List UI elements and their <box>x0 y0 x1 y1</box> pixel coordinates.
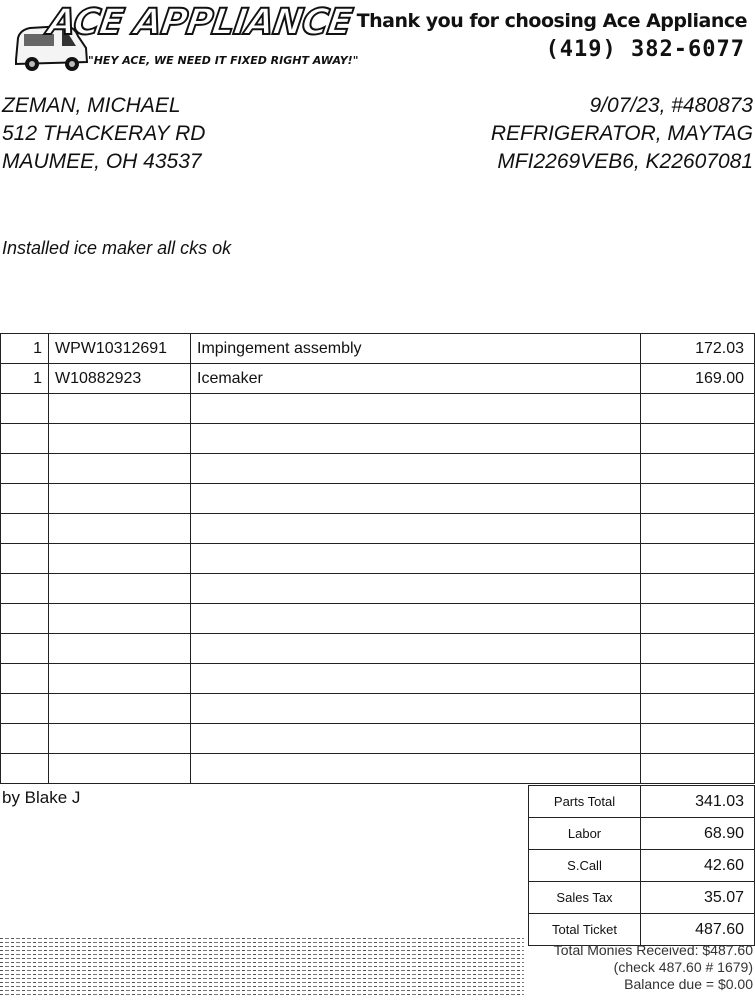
part-description <box>191 724 641 754</box>
table-row <box>1 484 755 514</box>
part-description <box>191 484 641 514</box>
table-row <box>1 604 755 634</box>
totals-label: Labor <box>529 818 641 850</box>
part-amount <box>641 424 755 454</box>
phone-number: (419) 382-6077 <box>545 37 745 62</box>
table-row <box>1 544 755 574</box>
part-qty <box>1 604 49 634</box>
table-row <box>1 724 755 754</box>
part-number <box>49 604 191 634</box>
slogan: "HEY ACE, WE NEED IT FIXED RIGHT AWAY!" <box>88 54 359 67</box>
payment-summary <box>554 942 753 993</box>
table-row <box>1 454 755 484</box>
totals-row <box>529 882 755 914</box>
table-row <box>1 514 755 544</box>
part-description <box>191 544 641 574</box>
part-amount <box>641 544 755 574</box>
part-description <box>191 634 641 664</box>
totals-row <box>529 786 755 818</box>
job-block <box>491 92 753 176</box>
part-qty <box>1 544 49 574</box>
monies-received: Total Monies Received: $487.60 <box>553 942 753 958</box>
part-qty: 1 <box>1 334 49 364</box>
totals-value: 42.60 <box>641 850 755 882</box>
parts-table <box>0 333 755 784</box>
part-qty <box>1 754 49 784</box>
totals-row <box>529 850 755 882</box>
totals-value: 35.07 <box>641 882 755 914</box>
totals-label: Total Ticket <box>529 914 641 946</box>
part-amount <box>641 394 755 424</box>
part-amount <box>641 754 755 784</box>
part-amount <box>641 574 755 604</box>
part-number <box>49 544 191 574</box>
logo-text: ACE APPLIANCE <box>45 2 355 43</box>
part-amount <box>641 454 755 484</box>
part-number <box>49 394 191 424</box>
part-description <box>191 454 641 484</box>
part-number <box>49 574 191 604</box>
part-description <box>191 664 641 694</box>
part-amount <box>641 724 755 754</box>
part-amount <box>641 694 755 724</box>
technician: by Blake J <box>2 788 81 807</box>
part-description: Icemaker <box>191 364 641 394</box>
balance-due: Balance due = $0.00 <box>624 976 753 992</box>
part-number <box>49 754 191 784</box>
part-amount <box>641 634 755 664</box>
part-description <box>191 424 641 454</box>
check-info: (check 487.60 # 1679) <box>613 959 753 975</box>
table-row <box>1 754 755 784</box>
customer-block <box>2 92 205 176</box>
totals-row <box>529 914 755 946</box>
part-qty: 1 <box>1 364 49 394</box>
thank-you-message: Thank you for choosing Ace Appliance <box>356 10 747 32</box>
table-row <box>1 694 755 724</box>
table-row <box>1 574 755 604</box>
part-qty <box>1 514 49 544</box>
table-row <box>1 334 755 364</box>
customer-name: ZEMAN, MICHAEL <box>2 94 181 117</box>
totals-table <box>528 785 755 946</box>
table-row <box>1 394 755 424</box>
part-number <box>49 484 191 514</box>
totals-value: 487.60 <box>641 914 755 946</box>
part-description <box>191 604 641 634</box>
part-number <box>49 424 191 454</box>
part-description <box>191 694 641 724</box>
part-description <box>191 394 641 424</box>
totals-value: 68.90 <box>641 818 755 850</box>
company-logo <box>0 0 359 82</box>
job-model-serial: MFI2269VEB6, K22607081 <box>497 150 753 173</box>
totals-label: Parts Total <box>529 786 641 818</box>
part-amount <box>641 514 755 544</box>
part-qty <box>1 394 49 424</box>
totals-row <box>529 818 755 850</box>
table-row <box>1 664 755 694</box>
customer-street: 512 THACKERAY RD <box>2 122 206 145</box>
customer-city: MAUMEE, OH 43537 <box>2 150 202 173</box>
part-qty <box>1 424 49 454</box>
totals-label: S.Call <box>529 850 641 882</box>
part-qty <box>1 454 49 484</box>
part-number <box>49 694 191 724</box>
part-description <box>191 514 641 544</box>
part-amount <box>641 604 755 634</box>
part-description <box>191 754 641 784</box>
part-number <box>49 664 191 694</box>
part-number <box>49 724 191 754</box>
part-number <box>49 514 191 544</box>
part-number <box>49 454 191 484</box>
part-description <box>191 574 641 604</box>
part-number: WPW10312691 <box>49 334 191 364</box>
work-note: Installed ice maker all cks ok <box>2 238 232 258</box>
totals-label: Sales Tax <box>529 882 641 914</box>
part-qty <box>1 484 49 514</box>
part-qty <box>1 574 49 604</box>
part-qty <box>1 694 49 724</box>
part-number: W10882923 <box>49 364 191 394</box>
table-row <box>1 634 755 664</box>
table-row <box>1 424 755 454</box>
job-appliance: REFRIGERATOR, MAYTAG <box>490 122 753 145</box>
table-row <box>1 364 755 394</box>
job-date-ticket: 9/07/23, #480873 <box>589 94 753 117</box>
part-qty <box>1 634 49 664</box>
totals-value: 341.03 <box>641 786 755 818</box>
part-qty <box>1 664 49 694</box>
fine-print <box>0 938 524 1000</box>
part-description: Impingement assembly <box>191 334 641 364</box>
part-amount <box>641 664 755 694</box>
part-number <box>49 634 191 664</box>
part-amount: 169.00 <box>641 364 755 394</box>
part-amount <box>641 484 755 514</box>
part-amount: 172.03 <box>641 334 755 364</box>
part-qty <box>1 724 49 754</box>
